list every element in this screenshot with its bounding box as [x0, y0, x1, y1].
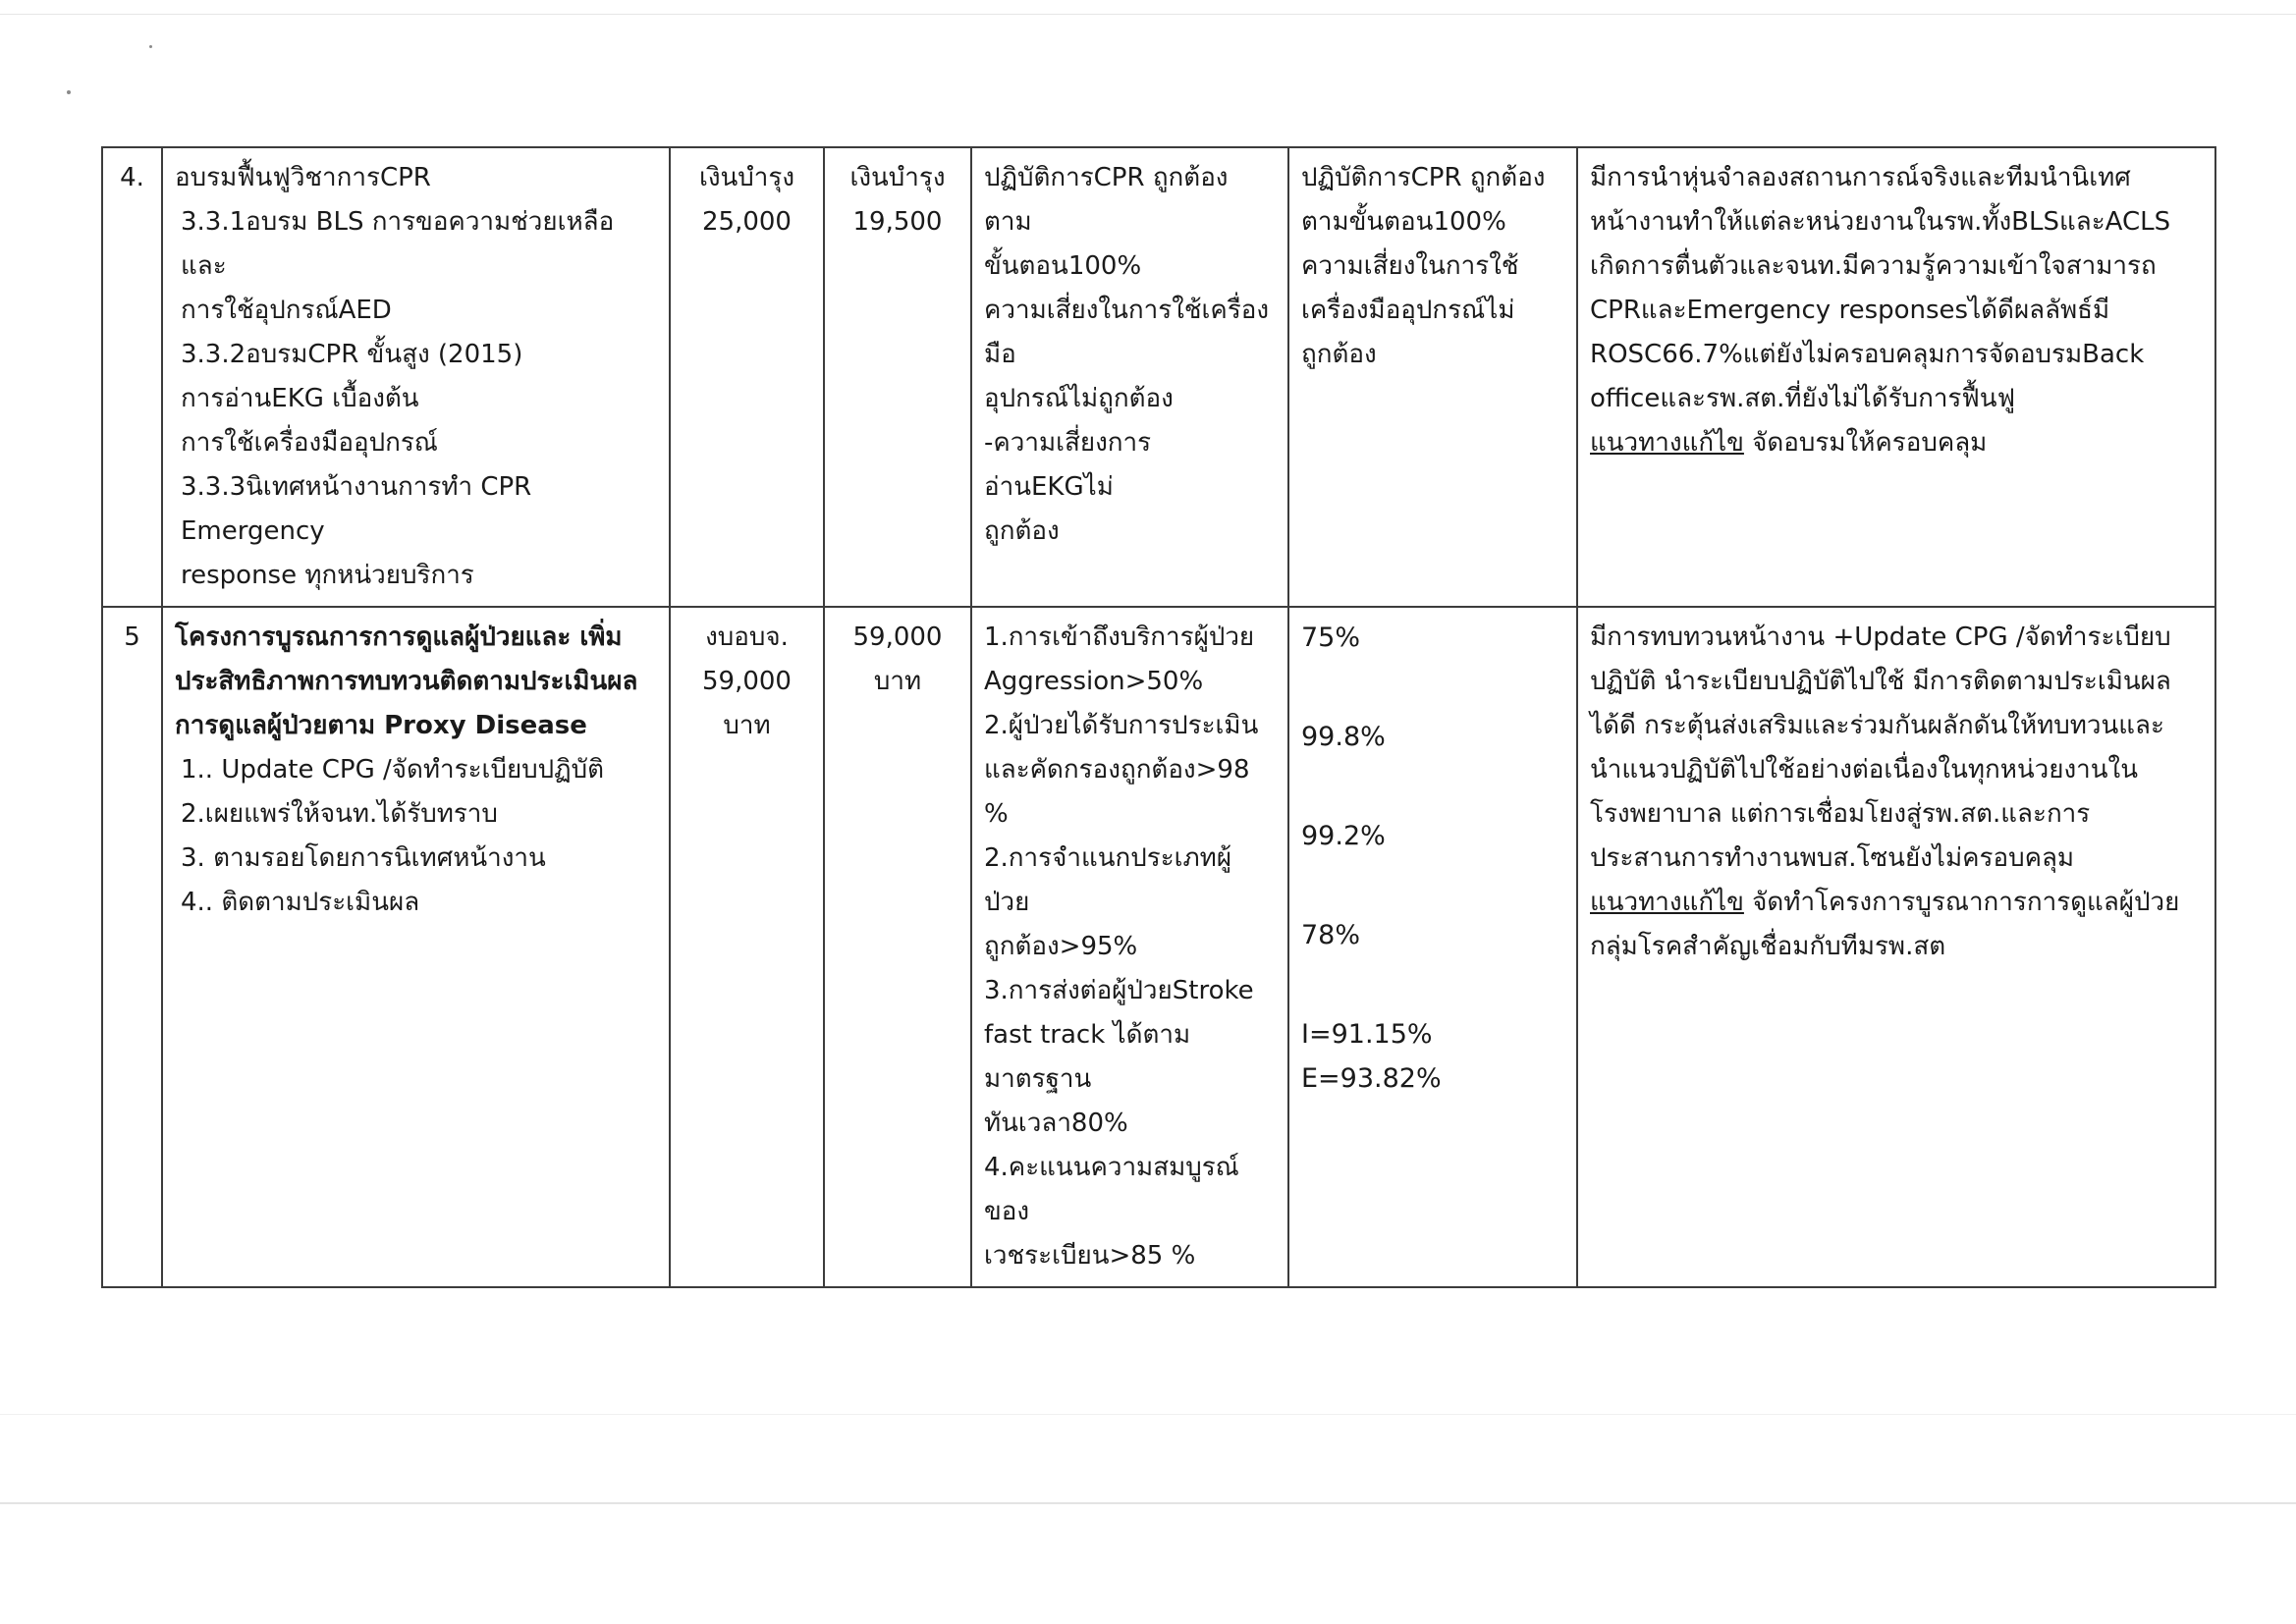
indicator-line: อุปกรณ์ไม่ถูกต้อง: [984, 384, 1174, 413]
scan-edge-faint: [0, 1414, 2296, 1415]
solution-label: แนวทางแก้ไข: [1590, 428, 1744, 458]
scan-edge-top: [0, 14, 2296, 15]
solution-line: [1590, 881, 2203, 925]
indicator-line: fast track ได้ตามมาตรฐาน: [984, 1020, 1191, 1094]
summary-cell: [1577, 607, 2215, 1287]
summary-line: ประสานการทำงานพบส.โซนยังไม่ครอบคลุม: [1590, 843, 2075, 873]
project-cell: [162, 147, 670, 607]
indicator-line: ความเสี่ยงในการใช้เครื่องมือ: [984, 296, 1270, 369]
project-item: response ทุกหน่วยบริการ: [181, 561, 474, 590]
solution-line: [1590, 421, 2203, 465]
summary-line: มีการนำหุ่นจำลองสถานการณ์จริงและทีมนำนิเทศ: [1590, 163, 2131, 192]
budget-used-unit: บาท: [873, 667, 922, 696]
result-line: ถูกต้อง: [1301, 340, 1377, 369]
summary-line: โรงพยาบาล แต่การเชื่อมโยงสู่รพ.สต.และการ: [1590, 799, 2091, 829]
project-item: การใช้เครื่องมืออุปกรณ์: [181, 428, 438, 458]
indicator-line: ถูกต้อง: [984, 516, 1060, 546]
solution-text: จัดอบรมให้ครอบคลุม: [1743, 428, 1988, 458]
project-item: การใช้อุปกรณ์AED: [181, 296, 392, 325]
indicator-line: และคัดกรองถูกต้อง>98 %: [984, 755, 1250, 829]
indicator-line: 2.การจำแนกประเภทผู้ป่วย: [984, 843, 1232, 917]
result-line: 99.8%: [1301, 722, 1386, 752]
solution-text: จัดทำโครงการบูรณาการการดูแลผู้ป่วย: [1743, 888, 2180, 917]
project-item: 1.. Update CPG /จัดทำระเบียบปฏิบัติ: [181, 755, 605, 785]
results-cell: [1288, 607, 1577, 1287]
project-item: 2.เผยแพร่ให้จนท.ได้รับทราบ: [181, 799, 498, 829]
result-line: 78%: [1301, 920, 1361, 950]
budget-used-label: เงินบำรุง: [849, 163, 946, 192]
summary-line: ได้ดี กระตุ้นส่งเสริมและร่วมกันผลักดันให้ทบทวนและ: [1590, 711, 2164, 740]
project-item: 3.3.2อบรมCPR ขั้นสูง (2015): [181, 340, 523, 369]
indicator-line: Aggression>50%: [984, 667, 1204, 696]
budget-source-label: งบอบจ.: [705, 623, 789, 652]
project-item: การอ่านEKG เบื้องต้น: [181, 384, 419, 413]
budget-used-amount: 19,500: [852, 207, 943, 237]
results-cell: [1288, 147, 1577, 607]
result-line: 75%: [1301, 623, 1361, 653]
indicator-line: ปฏิบัติการCPR ถูกต้องตาม: [984, 163, 1229, 237]
result-line: I=91.15% E=93.82%: [1301, 1019, 1442, 1094]
scan-speck: [67, 90, 71, 94]
summary-cell: [1577, 147, 2215, 607]
result-line: ตามขั้นตอน100%: [1301, 207, 1506, 237]
budget-source-cell: [670, 147, 824, 607]
indicator-line: -ความเสี่ยงการอ่านEKGไม่: [984, 428, 1152, 502]
budget-source-cell: [670, 607, 824, 1287]
indicator-line: ขั้นตอน100%: [984, 251, 1142, 281]
project-title-line: ประสิทธิภาพการทบทวนติดตามประเมินผล: [175, 667, 638, 696]
project-title-line: โครงการบูรณการการดูแลผู้ป่วยและ เพิ่ม: [175, 623, 623, 652]
solution-label: แนวทางแก้ไข: [1590, 888, 1744, 917]
summary-line: หน้างานทำให้แต่ละหน่วยงานในรพ.ทั้งBLSและACLS: [1590, 207, 2171, 237]
summary-line: นำแนวปฏิบัติไปใช้อย่างต่อเนื่องในทุกหน่วยงานใน: [1590, 755, 2139, 785]
indicator-line: 4.คะแนนความสมบูรณ์ของ: [984, 1153, 1239, 1226]
indicator-line: 2.ผู้ป่วยได้รับการประเมิน: [984, 711, 1259, 740]
project-cell: [162, 607, 670, 1287]
result-line: ความเสี่ยงในการใช้: [1301, 251, 1519, 281]
result-line: ปฏิบัติการCPR ถูกต้อง: [1301, 163, 1546, 192]
budget-source-label: เงินบำรุง: [698, 163, 795, 192]
summary-line: ROSC66.7%แต่ยังไม่ครอบคลุมการจัดอบรมBack: [1590, 340, 2145, 369]
result-line: เครื่องมืออุปกรณ์ไม่: [1301, 296, 1515, 325]
indicator-line: 1.การเข้าถึงบริการผู้ป่วย: [984, 623, 1255, 652]
indicator-line: ทันเวลา80%: [984, 1109, 1128, 1138]
table-row: [102, 147, 2215, 607]
budget-source-unit: บาท: [723, 711, 771, 740]
budget-source-amount: 59,000: [702, 667, 792, 696]
summary-line: มีการทบทวนหน้างาน +Update CPG /จัดทำระเบียบ: [1590, 623, 2171, 652]
summary-line: officeและรพ.สต.ที่ยังไม่ได้รับการฟื้นฟู: [1590, 384, 2015, 413]
indicators-cell: [971, 147, 1288, 607]
summary-line: CPRและEmergency responsesได้ดีผลลัพธ์มี: [1590, 296, 2110, 325]
project-item: 3.3.1อบรม BLS การขอความช่วยเหลือ และ: [181, 207, 615, 281]
scan-speck: [149, 45, 152, 48]
row-number: 4.: [102, 147, 162, 607]
summary-line: เกิดการตื่นตัวและจนท.มีความรู้ความเข้าใจสามารถ: [1590, 251, 2157, 281]
budget-used-cell: [824, 607, 971, 1287]
indicators-cell: [971, 607, 1288, 1287]
project-report-table: [101, 146, 2216, 1288]
table-row: [102, 607, 2215, 1287]
project-item: 3. ตามรอยโดยการนิเทศหน้างาน: [181, 843, 546, 873]
project-item: 4.. ติดตามประเมินผล: [181, 888, 420, 917]
row-number: 5: [102, 607, 162, 1287]
project-title: อบรมฟื้นฟูวิชาการCPR: [175, 163, 431, 192]
project-title-line: การดูแลผู้ป่วยตาม Proxy Disease: [175, 711, 587, 740]
budget-source-amount: 25,000: [702, 207, 792, 237]
result-line: 99.2%: [1301, 821, 1386, 851]
budget-used-amount: 59,000: [852, 623, 943, 652]
project-item: 3.3.3นิเทศหน้างานการทำ CPR Emergency: [181, 472, 532, 546]
indicator-line: ถูกต้อง>95%: [984, 932, 1138, 961]
summary-line: ปฏิบัติ นำระเบียบปฏิบัติไปใช้ มีการติดตามประเมินผล: [1590, 667, 2171, 696]
indicator-line: เวชระเบียน>85 %: [984, 1241, 1196, 1271]
scan-edge-bottom: [0, 1502, 2296, 1504]
solution-continuation: กลุ่มโรคสำคัญเชื่อมกับทีมรพ.สต: [1590, 932, 1946, 961]
indicator-line: 3.การส่งต่อผู้ป่วยStroke: [984, 976, 1254, 1005]
budget-used-cell: [824, 147, 971, 607]
